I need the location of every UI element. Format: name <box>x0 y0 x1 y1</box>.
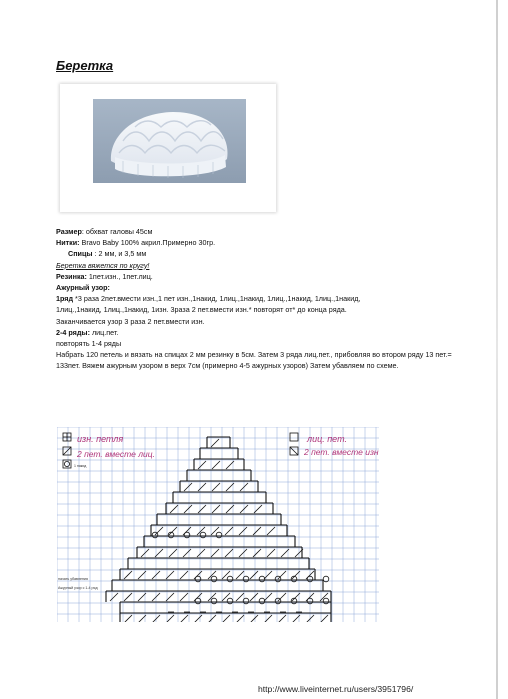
k2tog-mark <box>250 571 258 579</box>
k2tog-mark <box>169 549 177 557</box>
k2tog-mark <box>236 615 244 622</box>
text-line: Беретка вяжется по кругу! <box>56 260 150 270</box>
beret-photo <box>93 99 246 183</box>
legend-k2tog-label: 2 пет. вместе лиц. <box>77 449 155 459</box>
text-line: Резинка: 1пет.изн., 1пет.лиц. <box>56 271 153 281</box>
knitting-chart <box>57 427 379 627</box>
k2tog-mark <box>198 461 206 469</box>
k2tog-mark <box>180 571 188 579</box>
k2tog-mark <box>222 571 230 579</box>
k2tog-mark <box>208 593 216 601</box>
k2tog-mark <box>278 615 286 622</box>
text-line: Спицы : 2 мм, и 3,5 мм <box>68 249 147 259</box>
chart-caption-decrease: начать убавления <box>58 577 88 581</box>
k2tog-mark <box>124 593 132 601</box>
text-line: Нитки: Bravo Baby 100% акрил.Примерно 30гр. <box>56 238 216 248</box>
k2tog-mark <box>211 439 219 447</box>
k2tog-mark <box>212 483 220 491</box>
k2tog-mark <box>264 615 272 622</box>
k2tog-mark <box>253 527 261 535</box>
k2tog-mark <box>124 615 132 622</box>
k2tog-mark <box>184 483 192 491</box>
k2tog-mark <box>197 527 205 535</box>
text-line: 1лиц.,1накид, 1лиц.,1накид, 1изн. 3раза 2 пет.вмести изн.* повторят от* до конца ряда. <box>56 305 347 315</box>
k2tog-mark <box>208 571 216 579</box>
k2tog-mark <box>180 615 188 622</box>
text-line: Набрать 120 петель и вязать на спицах 2 мм резинку в 5см. Затем 3 ряда лиц.пет., прибовляя во втором ряду 13 пет.= 133пет. Вяжем ажурным узором в верх 7см (примерно 4-5 ажурных узоров) Затем убавляем по схеме. <box>56 350 452 371</box>
pattern-text <box>56 226 456 372</box>
k2tog-mark <box>180 593 188 601</box>
k2tog-mark <box>225 549 233 557</box>
text-line: 2-4 ряды: лиц.пет. <box>56 327 119 337</box>
k2tog-mark <box>211 549 219 557</box>
text-line: 1ряд *3 раза 2пет.вмести изн.,1 пет изн.,1накид, 1лиц.,1накид, 1лиц.,1накид, 1лиц.,1накид, <box>56 294 361 304</box>
k2tog-mark <box>169 527 177 535</box>
k2tog-mark <box>250 615 258 622</box>
k2tog-mark <box>239 527 247 535</box>
k2tog-mark <box>236 593 244 601</box>
k2tog-mark <box>110 593 118 601</box>
legend-p2tog-label: 2 пет. вместе изн. <box>304 447 379 457</box>
k2tog-mark <box>212 505 220 513</box>
k2tog-mark <box>253 549 261 557</box>
page-edge <box>496 0 498 699</box>
k2tog-mark <box>198 483 206 491</box>
k2tog-mark <box>278 593 286 601</box>
k2tog-mark <box>264 593 272 601</box>
k2tog-mark <box>225 527 233 535</box>
k2tog-mark <box>211 527 219 535</box>
k2tog-mark <box>183 549 191 557</box>
k2tog-mark <box>222 615 230 622</box>
text-line: повторять 1-4 ряды <box>56 339 122 349</box>
text-line: Размер: обхват галовы 45см <box>56 227 153 236</box>
k2tog-mark <box>278 571 286 579</box>
k2tog-mark <box>267 549 275 557</box>
k2tog-mark <box>184 505 192 513</box>
k2tog-mark <box>250 593 258 601</box>
k2tog-mark <box>267 527 275 535</box>
source-url: http://www.liveinternet.ru/users/3951796/ <box>258 684 414 694</box>
chart-caption-lace: Ажурный узор с 1-4 ряд <box>58 586 98 590</box>
text-line: Заканчивается узор 3 раза 2 пет.вмести изн. <box>56 316 205 326</box>
legend-yo-label: 1 накид <box>74 464 87 468</box>
page-title: Беретка <box>56 58 114 73</box>
k2tog-mark <box>236 571 244 579</box>
legend-knit-label: лиц. пет. <box>307 434 347 444</box>
legend-purl-label: изн. петля <box>77 434 124 444</box>
k2tog-mark <box>124 571 132 579</box>
k2tog-mark <box>197 549 205 557</box>
text-line: Ажурный узор: <box>56 283 110 293</box>
k2tog-mark <box>208 615 216 622</box>
k2tog-mark <box>239 549 247 557</box>
k2tog-mark <box>222 593 230 601</box>
k2tog-mark <box>264 571 272 579</box>
k2tog-mark <box>198 505 206 513</box>
k2tog-mark <box>170 505 178 513</box>
k2tog-mark <box>194 615 202 622</box>
k2tog-mark <box>212 461 220 469</box>
